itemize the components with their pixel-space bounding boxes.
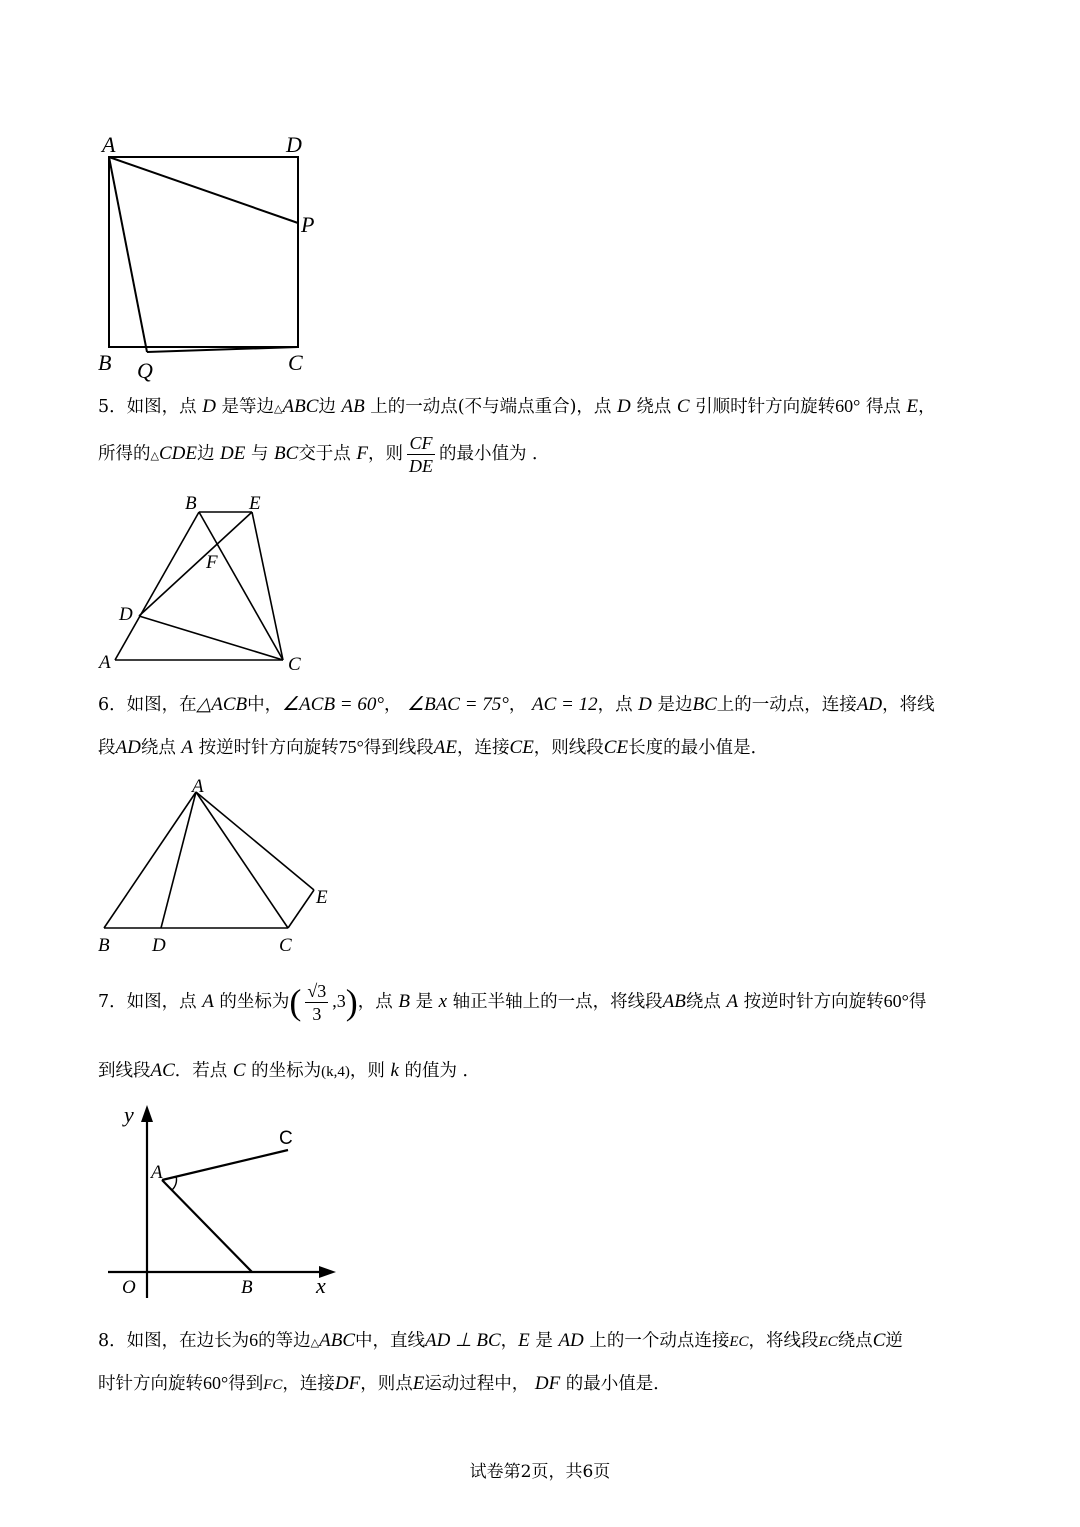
label-y: y: [124, 1102, 134, 1127]
label-d: D: [119, 604, 133, 625]
label-q: Q: [137, 358, 153, 383]
question-7-line-2: 到线段AC．若点 C 的坐标为(k,4)，则 k 的值为 ．: [98, 1060, 481, 1081]
figure-square-apq: [90, 130, 330, 385]
label-p: P: [301, 212, 315, 237]
label-f: F: [206, 552, 218, 573]
label-e: E: [316, 887, 328, 908]
y-axis-arrow-icon: [141, 1105, 153, 1122]
fraction-sqrt3-over-3: $\frac{√3}{3}$: [307, 981, 327, 1024]
label-a: A: [99, 652, 111, 673]
figure-triangle-bedfc: [95, 488, 325, 678]
question-6-line-1: 6．如图，在△ACB中，∠ACB = 60°， ∠BAC = 75°， AC = 12，点 D 是边BC上的一动点，连接AD，将线: [98, 694, 935, 715]
label-o: O: [122, 1277, 136, 1298]
label-c: C: [279, 935, 292, 956]
fraction-cf-de: $\frac{CF}{DE}$: [409, 433, 433, 476]
question-6-line-2: 段AD绕点 A 按逆时针方向旋转75°得到线段AE，连接CE，则线段CE长度的最小值是．: [98, 737, 769, 758]
figure-triangle-abcde: [90, 772, 350, 960]
label-b: B: [185, 493, 197, 514]
label-c: C: [288, 654, 301, 675]
label-b: B: [241, 1277, 253, 1298]
label-b: B: [98, 350, 112, 375]
label-d: D: [152, 935, 166, 956]
page-footer: 试卷第2页，共6页: [469, 1462, 611, 1482]
question-7-line-1: 7．如图，点 A 的坐标为( $\frac{√3}{3}$ ,3)，点 B 是 x 轴正半轴上的一点，将线段AB绕点 A 按逆时针方向旋转60°得: [98, 981, 927, 1024]
question-8-line-1: 8．如图，在边长为6的等边△ABC中，直线AD ⊥ BC，E 是 AD 上的一个动点连接EC，将线段EC绕点C逆: [98, 1330, 903, 1351]
question-5-line-1: 5．如图，点 D 是等边△ABC边 AB 上的一动点(不与端点重合)，点 D 绕点 C 引顺时针方向旋转60° 得点 E，: [98, 396, 936, 417]
question-5-line-2: 所得的△CDE边 DE 与 BC交于点 F，则 $\frac{CF}{DE}$ 的最小值为 ．: [98, 433, 550, 476]
label-x: x: [316, 1273, 326, 1298]
label-d: D: [286, 132, 302, 157]
figure-coordinate-plane: [100, 1100, 370, 1302]
label-a: A: [102, 132, 116, 157]
label-c: C: [279, 1128, 293, 1149]
label-c: C: [288, 350, 303, 375]
label-a: A: [192, 776, 204, 797]
label-e: E: [249, 493, 261, 514]
question-8-line-2: 时针方向旋转60°得到FC，连接DF，则点E运动过程中， DF 的最小值是．: [98, 1373, 671, 1394]
label-b: B: [98, 935, 110, 956]
label-a: A: [151, 1162, 163, 1183]
